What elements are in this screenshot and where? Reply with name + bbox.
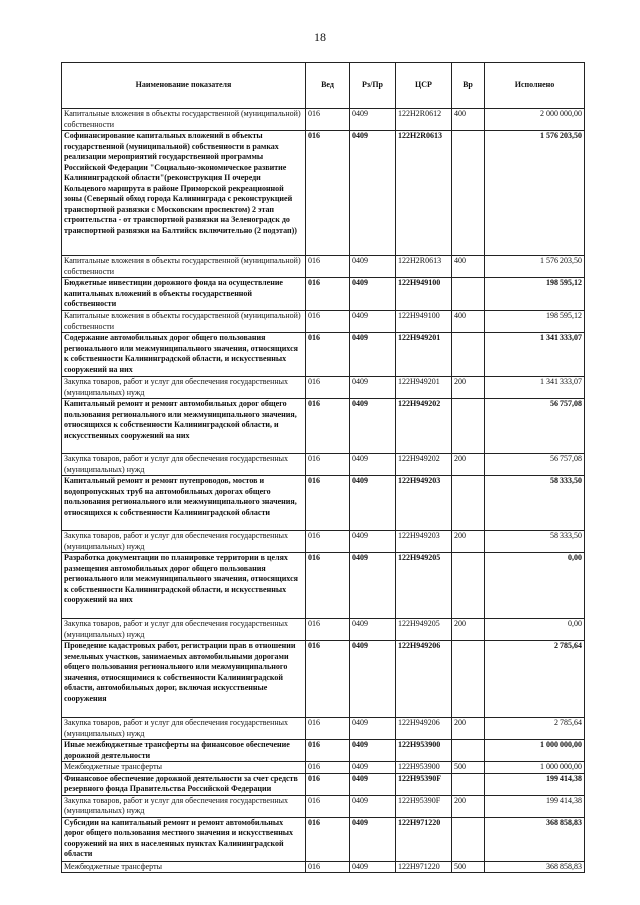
header-csr: ЦСР <box>396 63 452 109</box>
row-done-cell: 2 000 000,00 <box>485 109 585 131</box>
row-csr-cell: 122H2R0613 <box>396 131 452 256</box>
row-vr-cell: 200 <box>452 718 485 740</box>
row-vr-cell: 200 <box>452 795 485 817</box>
row-rzpr-cell: 0409 <box>350 740 396 762</box>
row-rzpr-cell: 0409 <box>350 553 396 619</box>
row-done-cell: 368 858,83 <box>485 817 585 861</box>
row-ved-cell: 016 <box>306 641 350 718</box>
row-ved-cell: 016 <box>306 718 350 740</box>
row-rzpr-cell: 0409 <box>350 131 396 256</box>
row-done-cell: 1 000 000,00 <box>485 740 585 762</box>
row-vr-cell <box>452 131 485 256</box>
table-row <box>62 619 585 641</box>
row-csr-cell: 122H949100 <box>396 278 452 311</box>
row-name-cell: Бюджетные инвестиции дорожного фонда на осуществление капитальных вложений в объекты государственной собственности <box>62 278 306 311</box>
row-ved-cell: 016 <box>306 399 350 454</box>
row-name-cell: Капитальные вложения в объекты государственной (муниципальной) собственности <box>62 109 306 131</box>
row-ved-cell: 016 <box>306 109 350 131</box>
row-csr-cell: 122H971220 <box>396 861 452 873</box>
header-done: Исполнено <box>485 63 585 109</box>
row-rzpr-cell: 0409 <box>350 311 396 333</box>
row-vr-cell <box>452 817 485 861</box>
table-row <box>62 256 585 278</box>
row-ved-cell: 016 <box>306 531 350 553</box>
table-row <box>62 861 585 873</box>
row-csr-cell: 122H953900 <box>396 762 452 774</box>
row-name-cell: Проведение кадастровых работ, регистрации прав в отношении земельных участков, занимаемых автомобильными дорогами общего пользования регионального или межмуниципального значения, относящимися к собственности Калининградской области, автомобильных дорог, включая искусственные сооружения <box>62 641 306 718</box>
row-csr-cell: 122H95390F <box>396 795 452 817</box>
row-ved-cell: 016 <box>306 476 350 531</box>
row-ved-cell: 016 <box>306 773 350 795</box>
row-rzpr-cell: 0409 <box>350 399 396 454</box>
row-csr-cell: 122H949205 <box>396 619 452 641</box>
row-name-cell: Межбюджетные трансферты <box>62 762 306 774</box>
row-vr-cell: 500 <box>452 861 485 873</box>
row-vr-cell: 200 <box>452 454 485 476</box>
row-ved-cell: 016 <box>306 740 350 762</box>
row-vr-cell <box>452 278 485 311</box>
row-rzpr-cell: 0409 <box>350 861 396 873</box>
table-row <box>62 531 585 553</box>
row-name-cell: Капитальный ремонт и ремонт путепроводов, мостов и водопропускных труб на автомобильных дорогах общего пользования регионального или межмуниципального значения, относящихся к собственности Калининградской области <box>62 476 306 531</box>
row-csr-cell: 122H949201 <box>396 377 452 399</box>
row-done-cell: 198 595,12 <box>485 311 585 333</box>
row-vr-cell <box>452 773 485 795</box>
table-row <box>62 399 585 454</box>
row-done-cell: 0,00 <box>485 619 585 641</box>
row-rzpr-cell: 0409 <box>350 109 396 131</box>
table-row <box>62 311 585 333</box>
row-name-cell: Закупка товаров, работ и услуг для обеспечения государственных (муниципальных) нужд <box>62 718 306 740</box>
row-csr-cell: 122H953900 <box>396 740 452 762</box>
row-name-cell: Иные межбюджетные трансферты на финансовое обеспечение дорожной деятельности <box>62 740 306 762</box>
row-done-cell: 198 595,12 <box>485 278 585 311</box>
row-ved-cell: 016 <box>306 454 350 476</box>
row-done-cell: 368 858,83 <box>485 861 585 873</box>
row-rzpr-cell: 0409 <box>350 773 396 795</box>
row-name-cell: Субсидии на капитальный ремонт и ремонт автомобильных дорог общего пользования местного значения и искусственных сооружений на них в населенных пунктах Калининградской области <box>62 817 306 861</box>
row-ved-cell: 016 <box>306 619 350 641</box>
row-vr-cell <box>452 399 485 454</box>
header-ved: Вед <box>306 63 350 109</box>
row-rzpr-cell: 0409 <box>350 762 396 774</box>
row-done-cell: 2 785,64 <box>485 718 585 740</box>
table-row <box>62 333 585 377</box>
row-rzpr-cell: 0409 <box>350 795 396 817</box>
table-row <box>62 817 585 861</box>
row-done-cell: 1 576 203,50 <box>485 131 585 256</box>
row-csr-cell: 122H949100 <box>396 311 452 333</box>
row-done-cell: 1 576 203,50 <box>485 256 585 278</box>
row-vr-cell <box>452 333 485 377</box>
row-rzpr-cell: 0409 <box>350 377 396 399</box>
table-row <box>62 476 585 531</box>
table-body <box>62 109 585 873</box>
row-csr-cell: 122H949203 <box>396 476 452 531</box>
row-vr-cell: 200 <box>452 377 485 399</box>
row-rzpr-cell: 0409 <box>350 619 396 641</box>
row-rzpr-cell: 0409 <box>350 641 396 718</box>
row-ved-cell: 016 <box>306 256 350 278</box>
row-csr-cell: 122H949202 <box>396 399 452 454</box>
table-row <box>62 377 585 399</box>
row-done-cell: 58 333,50 <box>485 531 585 553</box>
row-vr-cell: 500 <box>452 762 485 774</box>
row-name-cell: Капитальный ремонт и ремонт автомобильных дорог общего пользования регионального или межмуниципального значения, относящихся к собственности Калининградской области, и искусственных сооружений на них <box>62 399 306 454</box>
row-name-cell: Закупка товаров, работ и услуг для обеспечения государственных (муниципальных) нужд <box>62 531 306 553</box>
row-vr-cell: 400 <box>452 109 485 131</box>
row-ved-cell: 016 <box>306 311 350 333</box>
table-row <box>62 278 585 311</box>
row-csr-cell: 122H95390F <box>396 773 452 795</box>
row-name-cell: Закупка товаров, работ и услуг для обеспечения государственных (муниципальных) нужд <box>62 619 306 641</box>
row-done-cell: 56 757,08 <box>485 454 585 476</box>
table-row <box>62 795 585 817</box>
row-vr-cell <box>452 553 485 619</box>
row-csr-cell: 122H949206 <box>396 641 452 718</box>
row-name-cell: Закупка товаров, работ и услуг для обеспечения государственных (муниципальных) нужд <box>62 795 306 817</box>
row-name-cell: Содержание автомобильных дорог общего пользования регионального или межмуниципального значения, относящихся к собственности Калининградской области, и искусственных сооружений на них <box>62 333 306 377</box>
row-rzpr-cell: 0409 <box>350 718 396 740</box>
row-done-cell: 2 785,64 <box>485 641 585 718</box>
row-name-cell: Финансовое обеспечение дорожной деятельности за счет средств резервного фонда Правительства Российской Федерации <box>62 773 306 795</box>
table-row <box>62 109 585 131</box>
row-name-cell: Капитальные вложения в объекты государственной (муниципальной) собственности <box>62 311 306 333</box>
header-rzpr: Рз/Пр <box>350 63 396 109</box>
row-csr-cell: 122H949201 <box>396 333 452 377</box>
row-ved-cell: 016 <box>306 333 350 377</box>
row-name-cell: Закупка товаров, работ и услуг для обеспечения государственных (муниципальных) нужд <box>62 454 306 476</box>
row-ved-cell: 016 <box>306 278 350 311</box>
row-csr-cell: 122H949203 <box>396 531 452 553</box>
row-ved-cell: 016 <box>306 861 350 873</box>
row-name-cell: Разработка документации по планировке территории в целях размещения автомобильных дорог общего пользования регионального или межмуниципального значения, относящихся к собственности Калининградской области, и искусственных сооружений на них <box>62 553 306 619</box>
row-rzpr-cell: 0409 <box>350 278 396 311</box>
row-vr-cell <box>452 641 485 718</box>
header-vr: Вр <box>452 63 485 109</box>
row-vr-cell: 400 <box>452 311 485 333</box>
row-rzpr-cell: 0409 <box>350 256 396 278</box>
row-csr-cell: 122H949206 <box>396 718 452 740</box>
row-rzpr-cell: 0409 <box>350 476 396 531</box>
row-ved-cell: 016 <box>306 553 350 619</box>
row-csr-cell: 122H2R0612 <box>396 109 452 131</box>
table-row <box>62 762 585 774</box>
row-done-cell: 199 414,38 <box>485 773 585 795</box>
row-csr-cell: 122H949202 <box>396 454 452 476</box>
row-ved-cell: 016 <box>306 817 350 861</box>
row-ved-cell: 016 <box>306 795 350 817</box>
table-row <box>62 773 585 795</box>
table-row <box>62 740 585 762</box>
row-rzpr-cell: 0409 <box>350 531 396 553</box>
row-vr-cell <box>452 476 485 531</box>
table-row <box>62 641 585 718</box>
row-done-cell: 56 757,08 <box>485 399 585 454</box>
row-name-cell: Межбюджетные трансферты <box>62 861 306 873</box>
page-number: 18 <box>314 30 326 44</box>
table-row <box>62 454 585 476</box>
row-name-cell: Закупка товаров, работ и услуг для обеспечения государственных (муниципальных) нужд <box>62 377 306 399</box>
row-vr-cell: 200 <box>452 619 485 641</box>
row-ved-cell: 016 <box>306 377 350 399</box>
row-name-cell: Софинансирование капитальных вложений в объекты государственной (муниципальной) собственности в рамках реализации мероприятий государственной программы Российской Федерации "Социально-экономическое развитие Калининградской области"(реконструкция II очереди Кольцевого маршрута в районе Приморской рекреационной зоны (Северный обход города Калининграда с реконструкцией транспортной развязки с Московским проспектом) 2 этап строительства - от транспортной развязки на Зеленоградск до транспортной развязки на Балтийск включительно (2 подэтап)) <box>62 131 306 256</box>
row-vr-cell: 400 <box>452 256 485 278</box>
row-name-cell: Капитальные вложения в объекты государственной (муниципальной) собственности <box>62 256 306 278</box>
row-done-cell: 1 341 333,07 <box>485 333 585 377</box>
row-vr-cell: 200 <box>452 531 485 553</box>
table-row <box>62 718 585 740</box>
row-rzpr-cell: 0409 <box>350 454 396 476</box>
table-row <box>62 553 585 619</box>
row-rzpr-cell: 0409 <box>350 817 396 861</box>
row-vr-cell <box>452 740 485 762</box>
budget-execution-table <box>61 62 585 873</box>
row-done-cell: 1 341 333,07 <box>485 377 585 399</box>
row-rzpr-cell: 0409 <box>350 333 396 377</box>
row-done-cell: 199 414,38 <box>485 795 585 817</box>
table-header-row <box>62 63 585 109</box>
row-ved-cell: 016 <box>306 762 350 774</box>
row-done-cell: 1 000 000,00 <box>485 762 585 774</box>
row-done-cell: 58 333,50 <box>485 476 585 531</box>
row-done-cell: 0,00 <box>485 553 585 619</box>
table-row <box>62 131 585 256</box>
row-csr-cell: 122H971220 <box>396 817 452 861</box>
row-csr-cell: 122H2R0613 <box>396 256 452 278</box>
header-name: Наименование показателя <box>62 63 306 109</box>
row-ved-cell: 016 <box>306 131 350 256</box>
row-csr-cell: 122H949205 <box>396 553 452 619</box>
